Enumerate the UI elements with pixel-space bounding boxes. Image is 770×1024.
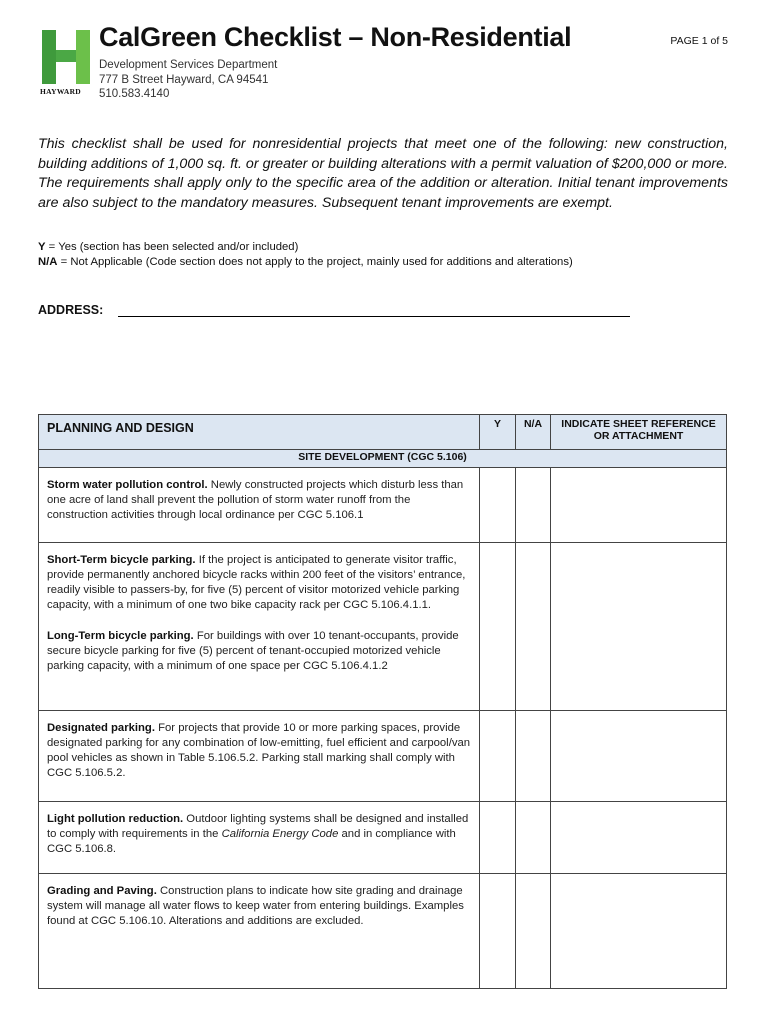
address-label: ADDRESS:: [38, 303, 104, 317]
item-title: Short-Term bicycle parking.: [47, 554, 196, 566]
column-y-header: Y: [480, 415, 516, 450]
checkbox-y[interactable]: [480, 874, 516, 989]
checkbox-y[interactable]: [480, 543, 516, 711]
checkbox-y[interactable]: [480, 802, 516, 874]
item-text: For buildings with over 10 tenant-occupants, provide secure bicycle parking for five (5) percent of tenant-occupied motorized vehicle parking capacity, with a minimum of one space per CGC 5.106.4.1.2: [47, 630, 459, 672]
item-grading-paving: [39, 874, 480, 989]
item-text: If the project is anticipated to generate visitor traffic, provide permanently anchored bicycle racks within 200 feet of the visitors’ entrance, readily visible to passers-by, for five (5) percent of visitor motorized vehicle parking capacity, with a minimum of one two bike capacity rack per CGC 5.106.4.1.1.: [47, 554, 466, 611]
page-title: CalGreen Checklist – Non-Residential: [99, 22, 572, 52]
legend: [38, 240, 573, 270]
hayward-h-icon: [38, 28, 94, 86]
table-row: [39, 802, 727, 874]
legend-na-text: = Not Applicable (Code section does not apply to the project, mainly used for additions and alterations): [57, 256, 573, 268]
legend-na-key: N/A: [38, 256, 58, 268]
legend-yes: [38, 240, 573, 255]
department-name: Development Services Department: [99, 59, 278, 71]
checkbox-na[interactable]: [516, 543, 551, 711]
item-designated-parking: [39, 711, 480, 802]
item-storm-water: [39, 468, 480, 543]
column-reference-line2: OR ATTACHMENT: [593, 430, 684, 442]
sheet-reference-cell[interactable]: [551, 711, 727, 802]
item-title: Light pollution reduction.: [47, 813, 184, 825]
table-row: [39, 543, 727, 711]
column-reference-line1: INDICATE SHEET REFERENCE: [561, 418, 716, 430]
subsection-title: SITE DEVELOPMENT (CGC 5.106): [39, 450, 727, 468]
sheet-reference-cell[interactable]: [551, 468, 727, 543]
column-na-header: N/A: [516, 415, 551, 450]
item-bicycle-parking: [39, 543, 480, 711]
legend-na: [38, 255, 573, 270]
page-number: PAGE 1 of 5: [670, 35, 728, 47]
address-field[interactable]: [118, 316, 630, 317]
subsection-row: [39, 450, 727, 468]
checkbox-na[interactable]: [516, 802, 551, 874]
department-phone: 510.583.4140: [99, 88, 170, 100]
checkbox-y[interactable]: [480, 468, 516, 543]
hayward-logo: [38, 28, 94, 100]
checkbox-y[interactable]: [480, 711, 516, 802]
section-title: PLANNING AND DESIGN: [39, 415, 480, 450]
item-long-term-bicycle: [47, 629, 471, 674]
department-address: 777 B Street Hayward, CA 94541: [99, 73, 269, 86]
department-info: [99, 58, 277, 102]
logo-wordmark: HAYWARD: [40, 87, 81, 96]
item-text: and in compliance with CGC 5.106.8.: [47, 828, 456, 855]
legend-yes-text: = Yes (section has been selected and/or included): [45, 241, 299, 253]
item-light-pollution: [39, 802, 480, 874]
item-text: Newly constructed projects which disturb less than one acre of land shall prevent the pollution of storm water runoff from the construction activities through local ordinance per CGC 5.106.1: [47, 479, 464, 521]
item-text: For projects that provide 10 or more parking spaces, provide designated parking for any combination of low-emitting, fuel efficient and carpool/van pool vehicles as shown in Table 5.106.5.2. Parking stall marking shall comply with CGC 5.106.5.2.: [47, 722, 471, 779]
item-title: Long-Term bicycle parking.: [47, 630, 194, 642]
sheet-reference-cell[interactable]: [551, 874, 727, 989]
table-row: [39, 468, 727, 543]
table-header-row: [39, 415, 727, 450]
legend-yes-key: Y: [38, 241, 46, 253]
item-text: Construction plans to indicate how site grading and drainage system will manage all water flows to keep water from entering buildings. Examples found at CGC 5.106.10. Alterations and additions are excluded.: [47, 885, 464, 927]
checklist-table: [38, 414, 727, 989]
item-text-italic: California Energy Code: [221, 828, 339, 840]
table-row: [39, 711, 727, 802]
table-row: [39, 874, 727, 989]
column-reference-header: [551, 415, 727, 450]
sheet-reference-cell[interactable]: [551, 802, 727, 874]
item-title: Grading and Paving.: [47, 885, 157, 897]
intro-paragraph: This checklist shall be used for nonresidential projects that meet one of the following: new construction, building additions of 1,000 sq. ft. or greater or building alterations with a permit valuation of $200,000 or more. The requirements shall apply only to the specific area of the addition or alteration. Initial tenant improvements are also subject to the mandatory measures. Subsequent tenant improvements are exempt.: [38, 136, 728, 211]
checkbox-na[interactable]: [516, 874, 551, 989]
checkbox-na[interactable]: [516, 711, 551, 802]
item-text: Outdoor lighting systems shall be designed and installed to comply with requirements in the: [47, 813, 469, 840]
item-title: Storm water pollution control.: [47, 479, 208, 491]
sheet-reference-cell[interactable]: [551, 543, 727, 711]
checkbox-na[interactable]: [516, 468, 551, 543]
item-title: Designated parking.: [47, 722, 155, 734]
item-short-term-bicycle: [47, 553, 471, 613]
